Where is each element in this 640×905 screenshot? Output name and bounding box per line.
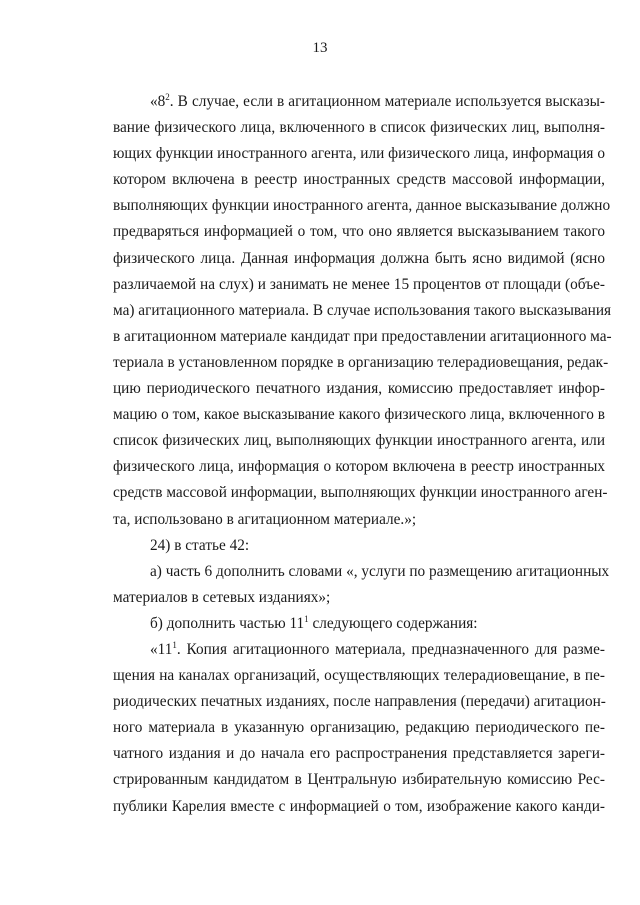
text-fragment: следующего содержания: xyxy=(308,614,478,632)
text-line: чатного издания и до начала его распространения представляется зареги- xyxy=(113,745,605,763)
text-line: средств массовой информации, выполняющих функции иностранного аген- xyxy=(113,484,608,502)
text-line: териала в установленном порядке в организацию телерадиовещания, редак- xyxy=(113,353,609,371)
text-line: стрированным кандидатом в Центральную избирательную комиссию Рес- xyxy=(113,771,605,789)
superscript: 1 xyxy=(304,613,309,624)
text-line: физического лица. Данная информация должна быть ясно видимой (ясно xyxy=(113,249,605,267)
text-fragment: . В случае, если в агитационном материале используется высказы- xyxy=(169,93,605,110)
item-24: 24) в статье 42: xyxy=(150,536,250,554)
text-line: мацию о том, какое высказывание какого физического лица, включенного в xyxy=(113,406,605,424)
text-line: ного материала в указанную организацию, редакцию периодического пе- xyxy=(113,719,605,737)
text-line: риодических печатных изданиях, после направления (передачи) агитацион- xyxy=(113,693,606,711)
text-line: вание физического лица, включенного в список физических лиц, выполня- xyxy=(113,119,605,137)
text-line: ющих функции иностранного агента, или физического лица, информация о xyxy=(113,145,605,163)
text-line: список физических лиц, выполняющих функции иностранного агента, или xyxy=(113,432,605,450)
text-fragment: б) дополнить частью 11 xyxy=(150,614,305,632)
paragraph-article-8-2 xyxy=(113,89,612,533)
text-line: выполняющих функции иностранного агента, данное высказывание должно xyxy=(113,197,611,215)
paragraph-article-11-1 xyxy=(113,637,605,820)
superscript: 1 xyxy=(172,639,177,650)
item-a xyxy=(113,559,610,611)
text-line: различаемой на слух) и занимать не менее 15 процентов от площади (объе- xyxy=(113,275,605,293)
text-line: в агитационном материале кандидат при предоставлении агитационного ма- xyxy=(113,327,612,345)
document-body xyxy=(113,89,612,820)
text-line: физического лица, информация о котором включена в реестр иностранных xyxy=(113,458,605,476)
article-number: «11 xyxy=(150,640,173,658)
text-fragment: . Копия агитационного материала, предназначенного для разме- xyxy=(176,640,605,658)
text-line: материалов в сетевых изданиях»; xyxy=(113,588,331,606)
text-line: та, использовано в агитационном материале.»; xyxy=(113,510,417,528)
text-line: щения на каналах организаций, осуществляющих телерадиовещание, в пе- xyxy=(113,667,605,685)
article-number: «8 xyxy=(150,93,166,110)
page-number: 13 xyxy=(312,40,328,56)
text-line: публики Карелия вместе с информацией о том, изображение какого канди- xyxy=(113,797,605,815)
text-line xyxy=(113,637,605,663)
item-b xyxy=(113,611,605,637)
text-line xyxy=(113,89,605,115)
text-line: ма) агитационного материала. В случае использования такого высказывания xyxy=(113,301,612,319)
text-line: цию периодического печатного издания, комиссию предоставляет инфор- xyxy=(113,380,605,398)
text-line: котором включена в реестр иностранных средств массовой информации, xyxy=(113,171,605,189)
superscript: 2 xyxy=(165,92,170,102)
text-line: а) часть 6 дополнить словами «, услуги по размещению агитационных xyxy=(150,562,610,580)
text-line: предваряться информацией о том, что оно является высказыванием такого xyxy=(113,223,605,241)
